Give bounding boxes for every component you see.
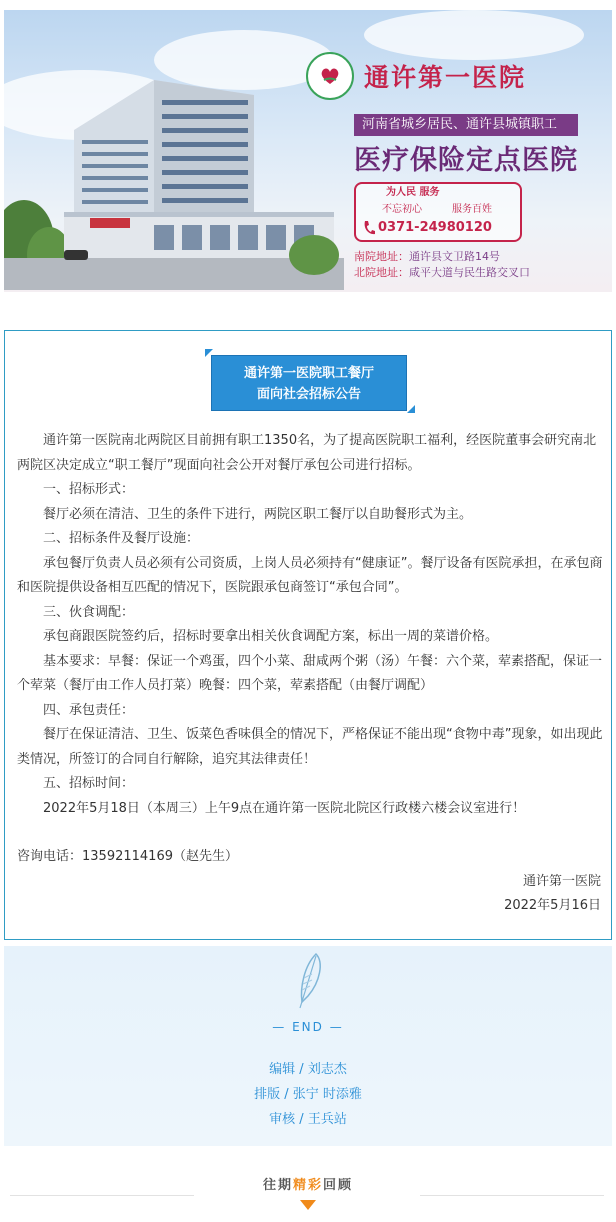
insurance-subtitle: 河南省城乡居民、通许县城镇职工: [354, 114, 578, 136]
feather-icon: [290, 952, 326, 1014]
heart-logo-icon: [320, 66, 340, 86]
hospital-banner: [4, 10, 612, 292]
chevron-down-icon: [300, 1200, 316, 1212]
section-body: 基本要求：早餐：保证一个鸡蛋，四个小菜、甜咸两个粥（汤）午餐：六个菜，荤素搭配，保证一个荤菜（餐厅由工作人员打菜）晚餐：四个菜，荤素搭配（由餐厅调配）: [17, 653, 603, 693]
phone-icon: [362, 220, 376, 236]
hospital-building-image: [4, 40, 344, 290]
notice-title-line: 通许第一医院职工餐厅: [243, 366, 374, 381]
section-body: 承包商跟医院签约后，招标时要拿出相关伙食调配方案，标出一周的菜谱价格。: [43, 629, 499, 644]
notice-body: [17, 429, 603, 919]
section-body: 承包餐厅负责人员必须有公司资质，上岗人员必须持有“健康证”。餐厅设备有医院承担，在承包商和医院提供设备相互匹配的情况下，医院跟承包商签订“承包合同”。: [17, 555, 603, 595]
section-heading: 五、招标时间：: [43, 776, 135, 791]
credit-layout: 排版 / 张宁 时添雅: [254, 1087, 362, 1102]
notice-date: 2022年5月16日: [504, 898, 601, 913]
hospital-logo: [306, 52, 354, 100]
divider-line: [10, 1195, 194, 1196]
south-address: [354, 248, 500, 264]
service-box: [354, 182, 522, 242]
section-heading: 四、承包责任：: [43, 702, 135, 718]
section-body: 餐厅在保证清洁、卫生、饭菜色香味俱全的情况下，严格保证不能出现“食物中毒”现象，如出现此类情况，所签订的合同自行解除，追究其法律责任！: [17, 727, 603, 767]
credit-review: 审核 / 王兵站: [269, 1112, 347, 1127]
hospital-phone: 0371-24980120: [378, 220, 492, 235]
review-highlight: 精彩: [292, 1178, 323, 1193]
cloud: [364, 10, 584, 60]
section-body: 2022年5月18日（本周三）上午9点在通许第一医院北院区行政楼六楼会议室进行！: [43, 800, 526, 816]
article-footer: [4, 946, 612, 1146]
past-highlights-title: [0, 1174, 616, 1193]
notice-title-line: 面向社会招标公告: [256, 387, 361, 402]
address-value: 咸平大道与民生路交叉口: [409, 266, 530, 279]
past-highlights-header[interactable]: [0, 1172, 616, 1222]
hospital-name: 通许第一医院: [364, 63, 527, 92]
insurance-title: 医疗保险定点医院: [354, 145, 578, 176]
address-label: 南院地址：: [354, 250, 409, 263]
title-corner-decoration: [407, 405, 415, 413]
service-heading: 为人民 服务: [386, 187, 440, 198]
north-address: [354, 264, 530, 280]
section-heading: 二、招标条件及餐厅设施：: [43, 531, 200, 546]
review-suffix: 回顾: [323, 1178, 354, 1193]
address-value: 通许县文卫路14号: [409, 250, 500, 263]
service-item: 服务百姓: [452, 204, 492, 215]
divider-line: [420, 1195, 604, 1196]
notice-intro: 通许第一医院南北两院区目前拥有职工1350名，为了提高医院职工福利，经医院董事会研究南北两院区决定成立“职工餐厅”现面向社会公开对餐厅承包公司进行招标。: [17, 433, 597, 473]
section-heading: 一、招标形式：: [43, 482, 135, 497]
contact-phone: 咨询电话：13592114169（赵先生）: [17, 849, 238, 864]
tender-notice: [4, 330, 612, 940]
signature: 通许第一医院: [522, 873, 601, 889]
address-label: 北院地址：: [354, 266, 409, 279]
notice-title: [211, 355, 407, 411]
credit-editor: 编辑 / 刘志杰: [269, 1062, 347, 1077]
section-heading: 三、伙食调配：: [43, 604, 135, 620]
review-prefix: 往期: [262, 1178, 293, 1193]
end-marker: — END —: [272, 1020, 344, 1034]
section-body: 餐厅必须在清洁、卫生的条件下进行，两院区职工餐厅以自助餐形式为主。: [43, 506, 473, 522]
service-item: 不忘初心: [382, 204, 422, 215]
